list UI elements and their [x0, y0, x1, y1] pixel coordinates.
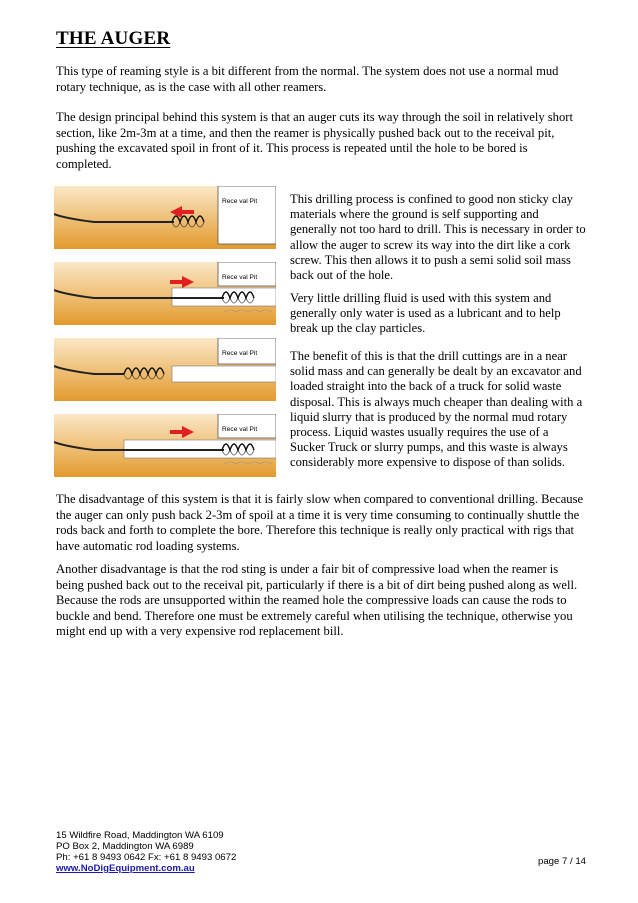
- pit-label: Rece val Pit: [222, 274, 258, 281]
- page-number: page 7 / 14: [538, 856, 587, 867]
- side-paragraph-1: This drilling process is confined to good non sticky clay materials where the ground is self supporting and generally not too hard to drill. This is necessary in order to allow the auger to screw its way into the dirt like a cork screw. This then allows it to push a semi solid soil mass back out of the hole.: [290, 192, 586, 283]
- intro-paragraph-1: This type of reaming style is a bit different from the normal. The system does not use a normal mud rotary technique, as is the case with all other reamers.: [56, 64, 559, 94]
- diagram-step-2: [54, 262, 276, 325]
- pit-label: Rece val Pit: [222, 350, 258, 357]
- diagram-step-3: [54, 338, 276, 401]
- footer-website-link[interactable]: www.NoDigEquipment.com.au: [56, 863, 195, 874]
- diagram-step-4: [54, 414, 276, 477]
- footer-address-line-2: PO Box 2, Maddington WA 6989: [56, 841, 194, 852]
- closing-paragraph-1: The disadvantage of this system is that it is fairly slow when compared to conventional drilling. Because the auger can only push back 2-3m of spoil at a time it is very time consuming to continually shuttle the rods back and forth to complete the bore. Therefore this technique is really only practical with rigs that have automatic rod loading systems.: [56, 492, 584, 553]
- intro-paragraph-2: The design principal behind this system is that an auger cuts its way through the soil in relatively short section, like 2m-3m at a time, and then the reamer is physically pushed back out to the receival pit, pushing the excavated spoil in front of it. This process is repeated until the hole to be bored is completed.: [56, 110, 573, 171]
- side-paragraph-3: The benefit of this is that the drill cuttings are in a near solid mass and can generally be dealt by an excavator and loaded straight into the back of a truck for solid waste disposal. This is always much cheaper than dealing with a liquid slurry that is produced by the normal mud rotary process. Liquid wastes usually requires the use of a Sucker Truck or slurry pumps, and this waste is always considerably more expensive to dispose of than solids.: [290, 349, 583, 470]
- diagram-step-1: [54, 186, 276, 249]
- page-title: THE AUGER: [56, 28, 171, 49]
- side-paragraph-2: Very little drilling fluid is used with this system and generally only water is used as a lubricant and to help break up the clay particles.: [290, 291, 561, 336]
- footer-address-line-1: 15 Wildfire Road, Maddington WA 6109: [56, 830, 224, 841]
- pit-label: Rece val Pit: [222, 426, 258, 433]
- pit-label: Rece val Pit: [222, 198, 258, 205]
- footer-phone: Ph: +61 8 9493 0642 Fx: +61 8 9493 0672: [56, 852, 237, 863]
- closing-paragraph-2: Another disadvantage is that the rod sting is under a fair bit of compressive load when the reamer is being pushed back out to the receival pit, particularly if there is a bit of dirt being pushed along as well. Because the rods are unsupported within the reamed hole the compressive loads can cause the rods to buckle and bend. Therefore one must be extremely careful when utilising the technique, otherwise you might end up with a very expensive rod replacement bill.: [56, 562, 578, 639]
- footer-contact: [56, 830, 296, 874]
